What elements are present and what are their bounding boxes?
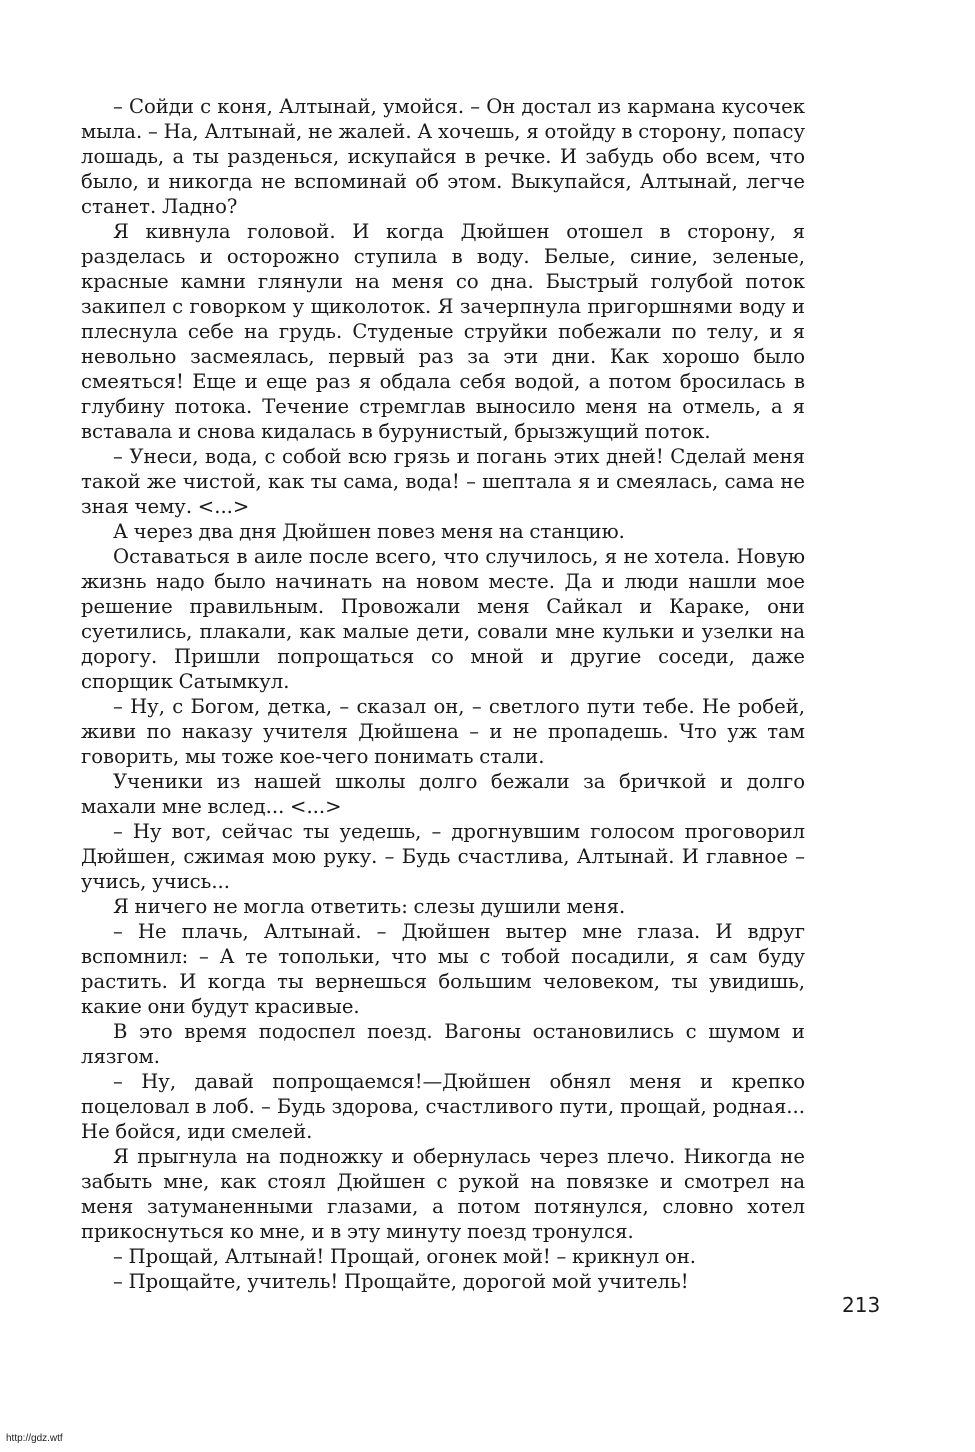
paragraph-14: – Прощай, Алтынай! Прощай, огонек мой! – крикнул он. — [113, 1245, 696, 1268]
paragraph-15: – Прощайте, учитель! Прощайте, дорогой мой учитель! — [113, 1270, 689, 1293]
paragraph-2: Я кивнула головой. И когда Дюйшен отошел в сторону, я разделась и осторожно ступила в воду. Белые, синие, зеленые, красные камни глянули на меня со дна. Быстрый голубой поток закипел с говорком у щиколоток. Я зачерпнула пригоршнями воду и плеснула себе на грудь. Студеные струйки побежали по телу, и я невольно засмеялась, первый раз за эти дни. Как хорошо было смеяться! Еще и еще раз я обдала себя водой, а потом бросилась в глубину потока. Течение стремглав выносило меня на отмель, а я вставала и снова кидалась в бурунистый, брызжущий поток. — [81, 220, 805, 443]
body-text — [81, 94, 805, 1294]
paragraph-12: – Ну, давай попрощаемся!—Дюйшен обнял меня и крепко поцеловал в лоб. – Будь здорова, счастливого пути, прощай, родная... Не бойся, иди смелей. — [81, 1070, 805, 1143]
paragraph-3: – Унеси, вода, с собой всю грязь и погань этих дней! Сделай меня такой же чистой, как ты сама, вода! – шептала я и смеялась, сама не зная чему. <...> — [81, 445, 805, 518]
paragraph-10: – Не плачь, Алтынай. – Дюйшен вытер мне глаза. И вдруг вспомнил: – А те топольки, что мы с тобой посадили, я сам буду растить. И когда ты вернешься большим человеком, ты увидишь, какие они будут красивые. — [81, 920, 805, 1018]
paragraph-4: А через два дня Дюйшен повез меня на станцию. — [113, 520, 625, 543]
paragraph-11: В это время подоспел поезд. Вагоны остановились с шумом и лязгом. — [81, 1020, 805, 1068]
watermark-link[interactable]: http://gdz.wtf — [6, 1433, 63, 1444]
paragraph-6: – Ну, с Богом, детка, – сказал он, – светлого пути тебе. Не робей, живи по наказу учителя Дюйшена – и не пропадешь. Что уж там говорить, мы тоже кое-чего понимать стали. — [81, 695, 805, 768]
paragraph-1: – Сойди с коня, Алтынай, умойся. – Он достал из кармана кусочек мыла. – На, Алтынай, не жалей. А хочешь, я отойду в сторону, попасу лошадь, а ты разденься, искупайся в речке. И забудь обо всем, что было, и никогда не вспоминай об этом. Выкупайся, Алтынай, легче станет. Ладно? — [81, 95, 805, 218]
paragraph-8: – Ну вот, сейчас ты уедешь, – дрогнувшим голосом проговорил Дюйшен, сжимая мою руку. – Будь счастлива, Алтынай. И главное – учись, учись... — [81, 820, 805, 893]
paragraph-7: Ученики из нашей школы долго бежали за бричкой и долго махали мне вслед... <...> — [81, 770, 805, 818]
paragraph-5: Оставаться в аиле после всего, что случилось, я не хотела. Новую жизнь надо было начинать на новом месте. Да и люди нашли мое решение правильным. Провожали меня Сайкал и Караке, они суетились, плакали, как малые дети, совали мне кульки и узелки на дорогу. Пришли попрощаться со мной и другие соседи, даже спорщик Сатымкул. — [81, 545, 805, 693]
page-number: 213 — [842, 1293, 881, 1317]
paragraph-9: Я ничего не могла ответить: слезы душили меня. — [113, 895, 626, 918]
paragraph-13: Я прыгнула на подножку и обернулась через плечо. Никогда не забыть мне, как стоял Дюйшен с рукой на повязке и смотрел на меня затуманенными глазами, а потом потянулся, словно хотел прикоснуться ко мне, и в эту минуту поезд тронулся. — [81, 1145, 805, 1243]
